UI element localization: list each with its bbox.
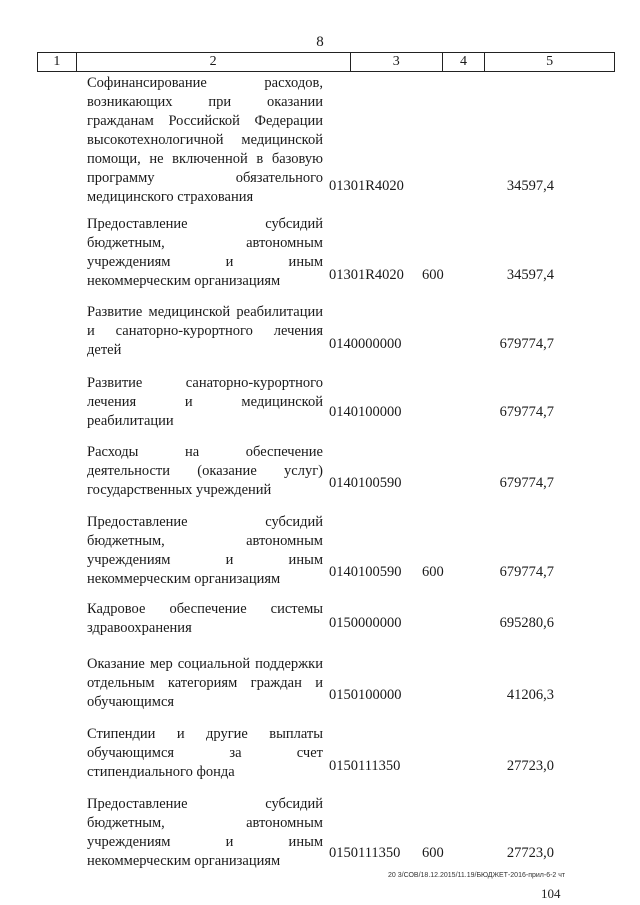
page-number: 8 — [316, 34, 324, 50]
column-header-table — [37, 52, 615, 72]
row-code: 0150000000 — [329, 615, 402, 631]
row-code: 0140100590 — [329, 475, 402, 491]
header-col-4: 4 — [442, 53, 485, 72]
row-code: 01301R4020 — [329, 267, 404, 283]
header-col-2: 2 — [76, 53, 350, 72]
row-amount: 41206,3 — [506, 687, 554, 703]
header-col-3: 3 — [350, 53, 442, 72]
document-stamp: 20 3/СОВ/18.12.2015/11.19/БЮДЖЕТ-2016-прил-6-2 чт — [388, 872, 566, 879]
header-col-1: 1 — [38, 53, 77, 72]
row-amount: 679774,7 — [499, 475, 554, 491]
row-amount: 679774,7 — [499, 404, 554, 420]
row-description: Предоставление субсидий бюджетным, автономным учреждениям и иным некоммерческим организациям — [87, 796, 323, 869]
row-description: Оказание мер социальной поддержки отдельным категориям граждан и обучающимся — [87, 656, 323, 710]
row-code: 0150111350 — [329, 845, 401, 861]
row-amount: 34597,4 — [506, 178, 554, 194]
row-code: 0150100000 — [329, 687, 402, 703]
row-description: Предоставление субсидий бюджетным, автономным учреждениям и иным некоммерческим организациям — [87, 216, 323, 289]
row-amount: 695280,6 — [499, 615, 554, 631]
row-description: Предоставление субсидий бюджетным, автономным учреждениям и иным некоммерческим организациям — [87, 514, 323, 587]
sheet-number: 104 — [541, 886, 561, 901]
row-type: 600 — [422, 564, 444, 580]
row-description: Стипендии и другие выплаты обучающимся за счет стипендиального фонда — [87, 726, 323, 780]
row-code: 0140100000 — [329, 404, 402, 420]
row-type: 600 — [422, 845, 444, 861]
row-description: Развитие санаторно-курортного лечения и медицинской реабилитации — [87, 375, 323, 429]
row-description: Развитие медицинской реабилитации и санаторно-курортного лечения детей — [87, 304, 323, 358]
row-description: Софинансирование расходов, возникающих при оказании гражданам Российской Федерации высокотехнологичной медицинской помощи, не включенной в базовую программу обязательного медицинского страхования — [87, 75, 323, 205]
row-amount: 27723,0 — [506, 845, 554, 861]
row-amount: 27723,0 — [506, 758, 554, 774]
row-code: 0140100590 — [329, 564, 402, 580]
row-code: 0150111350 — [329, 758, 401, 774]
row-type: 600 — [422, 267, 444, 283]
row-amount: 679774,7 — [499, 336, 554, 352]
row-amount: 679774,7 — [499, 564, 554, 580]
row-description: Расходы на обеспечение деятельности (оказание услуг) государственных учреждений — [87, 444, 323, 498]
row-code: 01301R4020 — [329, 178, 404, 194]
row-code: 0140000000 — [329, 336, 402, 352]
row-description: Кадровое обеспечение системы здравоохранения — [87, 601, 323, 636]
header-col-5: 5 — [485, 53, 615, 72]
row-amount: 34597,4 — [506, 267, 554, 283]
